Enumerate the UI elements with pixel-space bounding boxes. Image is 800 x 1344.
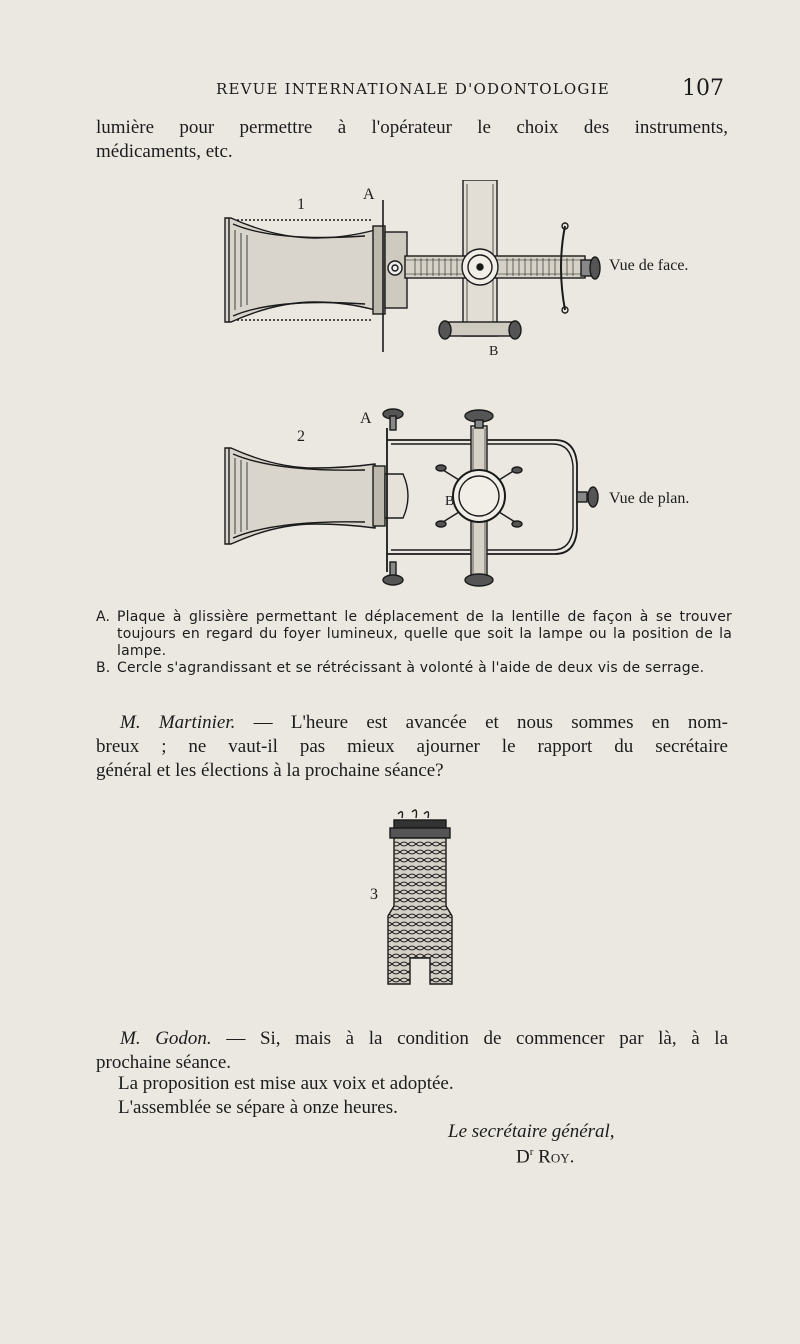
- lamp-cover-illustration: [360, 808, 480, 988]
- text-line: [96, 711, 728, 735]
- figure-1-view-label: Vue de face.: [609, 257, 689, 274]
- signature-name-line: [516, 1146, 574, 1168]
- caption-key: B.: [96, 660, 111, 676]
- speech-text: — L'heure est avancée et nous sommes en nom-: [253, 712, 729, 733]
- signature-sup: r: [529, 1146, 534, 1158]
- figure-1-label-b: B: [489, 344, 499, 359]
- text-line: L'assemblée se sépare à onze heures.: [118, 1097, 398, 1118]
- text-line: général et les élections à la prochaine séance?: [96, 760, 444, 781]
- caption-item-b: [96, 660, 732, 677]
- closing-paragraph: [118, 1072, 718, 1120]
- speaker-name: M. Martinier.: [120, 712, 236, 733]
- text-line: breux ; ne vaut-il pas mieux ajourner le rapport du secrétaire: [96, 736, 728, 757]
- caption-key: A.: [96, 609, 111, 625]
- figure-caption: [96, 609, 732, 677]
- caption-text: Plaque à glissière permettant le déplacement de la lentille de façon à se trouver toujours en regard du foyer lumineux, quelle que soit la lampe ou la position de la lampe.: [117, 609, 732, 659]
- caption-text: Cercle s'agrandissant et se rétrécissant à volonté à l'aide de deux vis de serrage.: [117, 660, 705, 676]
- text-line: lumière pour permettre à l'opérateur le choix des instruments,: [96, 117, 728, 138]
- running-title: REVUE INTERNATIONALE D'ODONTOLOGIE: [216, 80, 610, 98]
- lamp-lens-front-illustration: [215, 180, 735, 370]
- speech-text: — Si, mais à la condition de commencer par là, à la: [226, 1028, 728, 1049]
- speaker-name: M. Godon.: [120, 1028, 212, 1049]
- text-line: La proposition est mise aux voix et adoptée.: [118, 1073, 454, 1094]
- intro-paragraph: [96, 116, 728, 164]
- signature-role: Le secrétaire général,: [448, 1121, 615, 1142]
- signature-prefix: D: [516, 1146, 530, 1168]
- figure-2-number: 2: [297, 428, 305, 445]
- figure-1-label-a: A: [363, 186, 375, 203]
- page-number: 107: [682, 76, 724, 101]
- text-line: médicaments, etc.: [96, 141, 233, 162]
- signature-name: Roy.: [538, 1146, 575, 1168]
- martinier-paragraph: [96, 711, 728, 735]
- figure-3-number: 3: [370, 886, 378, 903]
- text-line: prochaine séance.: [96, 1052, 232, 1073]
- figure-1-front-view: [215, 180, 735, 370]
- figure-2-plan-view: [215, 404, 735, 596]
- figure-1-number: 1: [297, 196, 305, 213]
- martinier-paragraph-cont: [96, 735, 728, 783]
- godon-paragraph: [96, 1027, 728, 1051]
- text-line: [96, 1027, 728, 1051]
- figure-2-label-a: A: [360, 410, 372, 427]
- running-header: [96, 76, 728, 106]
- figure-2-view-label: Vue de plan.: [609, 490, 690, 507]
- figure-3-cover: [360, 808, 480, 988]
- caption-item-a: [96, 609, 732, 660]
- figure-2-label-b: B: [445, 494, 455, 509]
